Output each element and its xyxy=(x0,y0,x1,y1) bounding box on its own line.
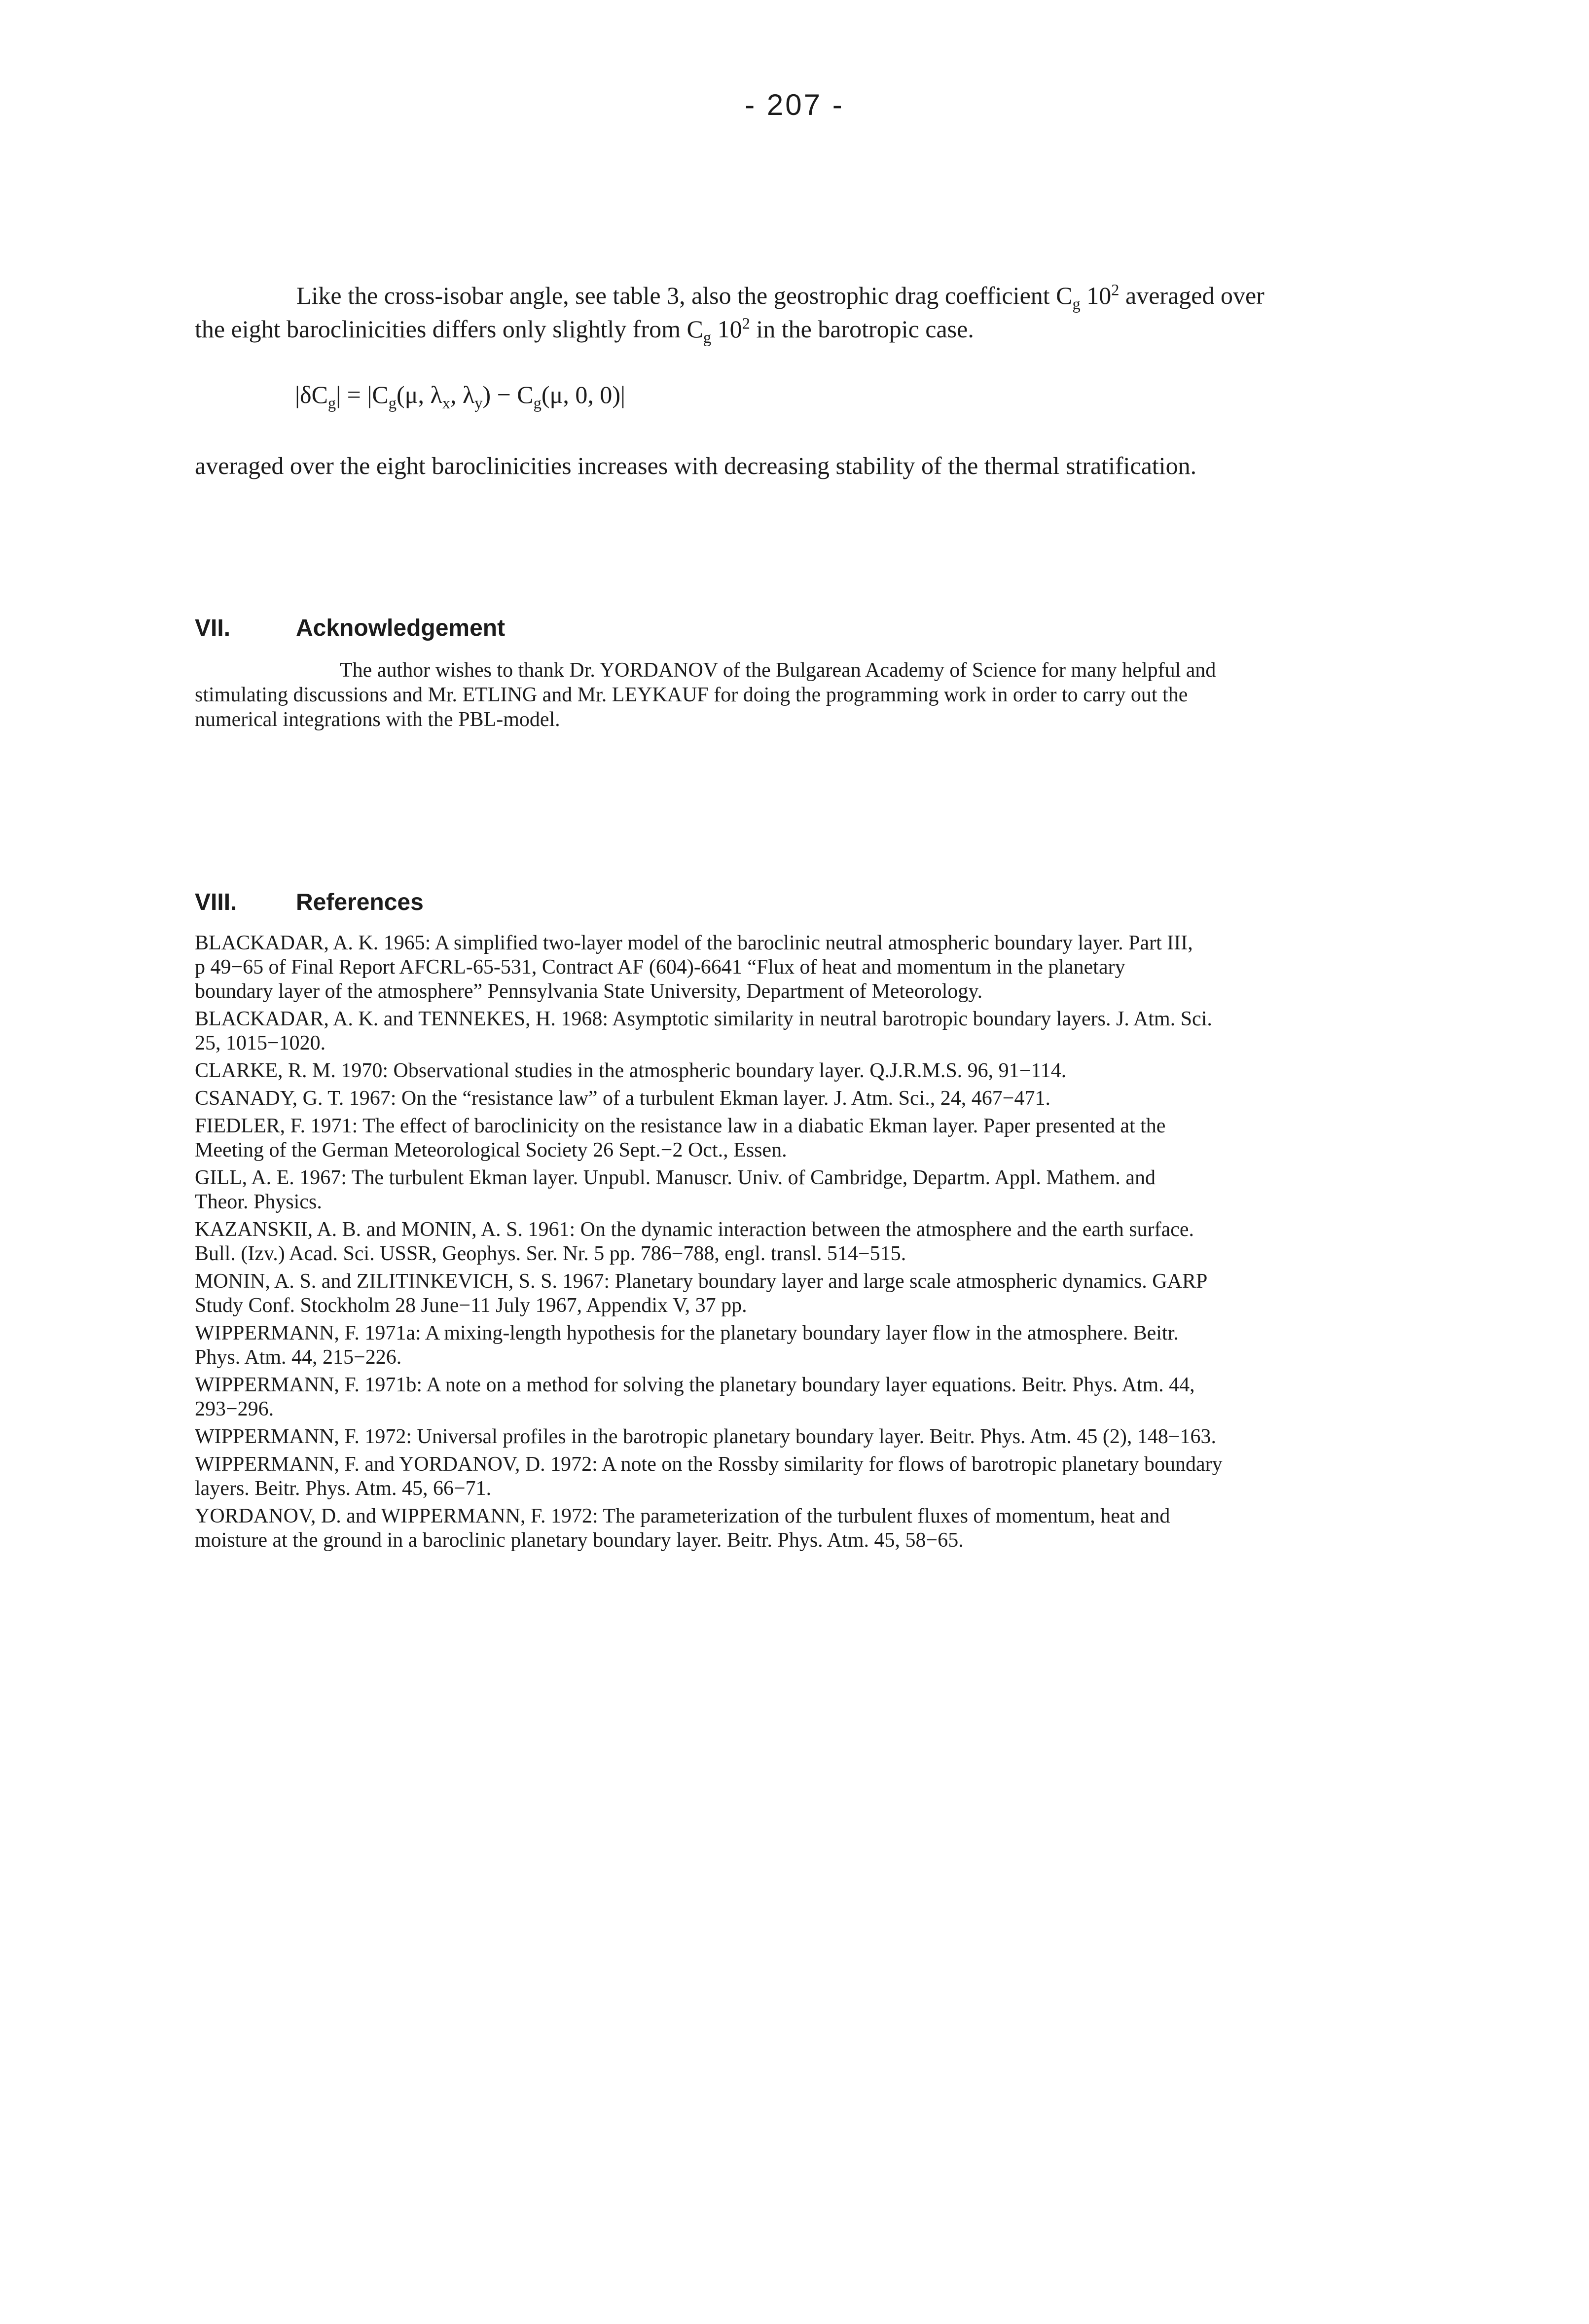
acknowledgement-line: numerical integrations with the PBL-model. xyxy=(195,708,560,731)
drag-coefficient-formula xyxy=(295,378,625,411)
reference-line: KAZANSKII, A. B. and MONIN, A. S. 1961: On the dynamic interaction between the atmosphere and the earth surface. xyxy=(195,1218,1194,1241)
formula-part: |δC xyxy=(295,381,328,408)
formula-subscript: y xyxy=(474,395,483,412)
reference-entry xyxy=(195,1425,1428,1449)
reference-line: BLACKADAR, A. K. and TENNEKES, H. 1968: Asymptotic similarity in neutral barotropic boundary layers. J. Atm. Sci. xyxy=(195,1008,1212,1030)
reference-list xyxy=(195,931,1428,1556)
intro-line2-subscript: g xyxy=(703,329,712,347)
reference-entry xyxy=(195,931,1428,1004)
reference-entry xyxy=(195,1321,1428,1370)
formula-part: | = |C xyxy=(336,381,389,408)
section-heading-references xyxy=(195,888,424,917)
formula-part: (μ, λ xyxy=(397,381,442,408)
intro-line1-subscript: g xyxy=(1072,295,1081,313)
reference-entry xyxy=(195,1007,1428,1055)
acknowledgement-paragraph xyxy=(195,658,1418,732)
reference-line: WIPPERMANN, F. and YORDANOV, D. 1972: A note on the Rossby similarity for flows of barotropic planetary boundary xyxy=(195,1453,1223,1476)
intro-line1-superscript: 2 xyxy=(1111,281,1120,299)
reference-entry xyxy=(195,1270,1428,1318)
intro-line2-text: the eight baroclinicities differs only slightly from C xyxy=(195,315,703,343)
reference-entry xyxy=(195,1452,1428,1501)
reference-line: Study Conf. Stockholm 28 June−11 July 1967, Appendix V, 37 pp. xyxy=(195,1294,747,1317)
section-number: VIII. xyxy=(195,889,237,915)
intro-line2-text-3: in the barotropic case. xyxy=(750,315,974,343)
intro-line2-superscript: 2 xyxy=(742,315,750,333)
reference-entry xyxy=(195,1114,1428,1162)
reference-line: WIPPERMANN, F. 1971b: A note on a method for solving the planetary boundary layer equations. Beitr. Phys. Atm. 44, xyxy=(195,1374,1195,1396)
reference-line: moisture at the ground in a baroclinic planetary boundary layer. Beitr. Phys. Atm. 45, 58−65. xyxy=(195,1529,964,1552)
reference-line: FIEDLER, F. 1971: The effect of baroclinicity on the resistance law in a diabatic Ekman layer. Paper presented at the xyxy=(195,1115,1166,1137)
stability-paragraph: averaged over the eight baroclinicities increases with decreasing stability of the thermal stratification. xyxy=(195,452,1197,479)
reference-entry xyxy=(195,1059,1428,1083)
section-heading-acknowledgement xyxy=(195,614,505,643)
acknowledgement-line: The author wishes to thank Dr. YORDANOV of the Bulgarean Academy of Science for many helpful and xyxy=(340,659,1216,682)
reference-line: WIPPERMANN, F. 1971a: A mixing-length hypothesis for the planetary boundary layer flow in the atmosphere. Beitr. xyxy=(195,1322,1179,1344)
reference-line: GILL, A. E. 1967: The turbulent Ekman layer. Unpubl. Manuscr. Univ. of Cambridge, Departm. Appl. Mathem. and xyxy=(195,1166,1156,1189)
reference-line: CSANADY, G. T. 1967: On the “resistance law” of a turbulent Ekman layer. J. Atm. Sci., 24, 467−471. xyxy=(195,1087,1050,1110)
reference-line: Theor. Physics. xyxy=(195,1191,322,1213)
reference-entry xyxy=(195,1218,1428,1266)
acknowledgement-line: stimulating discussions and Mr. ETLING and Mr. LEYKAUF for doing the programming work in order to carry out the xyxy=(195,684,1188,706)
formula-subscript: g xyxy=(327,395,336,412)
intro-paragraph xyxy=(195,279,1428,346)
intro-line1-text-3: averaged over xyxy=(1119,282,1264,309)
reference-line: 25, 1015−1020. xyxy=(195,1032,326,1054)
section-title: References xyxy=(296,889,424,915)
reference-line: boundary layer of the atmosphere” Pennsylvania State University, Department of Meteorology. xyxy=(195,980,983,1003)
reference-entry xyxy=(195,1504,1428,1553)
section-title: Acknowledgement xyxy=(296,615,506,641)
reference-line: YORDANOV, D. and WIPPERMANN, F. 1972: The parameterization of the turbulent fluxes of momentum, heat and xyxy=(195,1505,1170,1527)
reference-line: p 49−65 of Final Report AFCRL-65-531, Contract AF (604)-6641 “Flux of heat and momentum in the planetary xyxy=(195,956,1125,979)
reference-line: Phys. Atm. 44, 215−226. xyxy=(195,1346,402,1369)
reference-line: BLACKADAR, A. K. 1965: A simplified two-layer model of the baroclinic neutral atmospheric boundary layer. Part III, xyxy=(195,932,1193,954)
reference-entry xyxy=(195,1166,1428,1214)
reference-line: 293−296. xyxy=(195,1398,274,1420)
reference-line: MONIN, A. S. and ZILITINKEVICH, S. S. 1967: Planetary boundary layer and large scale atmospheric dynamics. GARP xyxy=(195,1270,1208,1293)
formula-subscript: g xyxy=(533,395,542,412)
reference-entry xyxy=(195,1373,1428,1421)
reference-line: Meeting of the German Meteorological Society 26 Sept.−2 Oct., Essen. xyxy=(195,1139,787,1162)
reference-line: WIPPERMANN, F. 1972: Universal profiles in the barotropic planetary boundary layer. Beitr. Phys. Atm. 45 (2), 148−163. xyxy=(195,1425,1217,1448)
page-number: - 207 - xyxy=(745,88,844,121)
intro-line1-text-2: 10 xyxy=(1080,282,1112,309)
intro-line1-text: Like the cross-isobar angle, see table 3, also the geostrophic drag coefficient C xyxy=(296,282,1073,309)
formula-part: ) − C xyxy=(482,381,534,408)
section-number: VII. xyxy=(195,615,231,641)
reference-line: layers. Beitr. Phys. Atm. 45, 66−71. xyxy=(195,1477,492,1500)
intro-line2-text-2: 10 xyxy=(711,315,742,343)
formula-subscript: x xyxy=(442,395,450,412)
reference-line: CLARKE, R. M. 1970: Observational studies in the atmospheric boundary layer. Q.J.R.M.S. 96, 91−114. xyxy=(195,1059,1067,1082)
reference-line: Bull. (Izv.) Acad. Sci. USSR, Geophys. Ser. Nr. 5 pp. 786−788, engl. transl. 514−515. xyxy=(195,1242,906,1265)
formula-part: , λ xyxy=(450,381,475,408)
formula-part: (μ, 0, 0)| xyxy=(541,381,626,408)
reference-entry xyxy=(195,1087,1428,1111)
formula-subscript: g xyxy=(388,395,397,412)
